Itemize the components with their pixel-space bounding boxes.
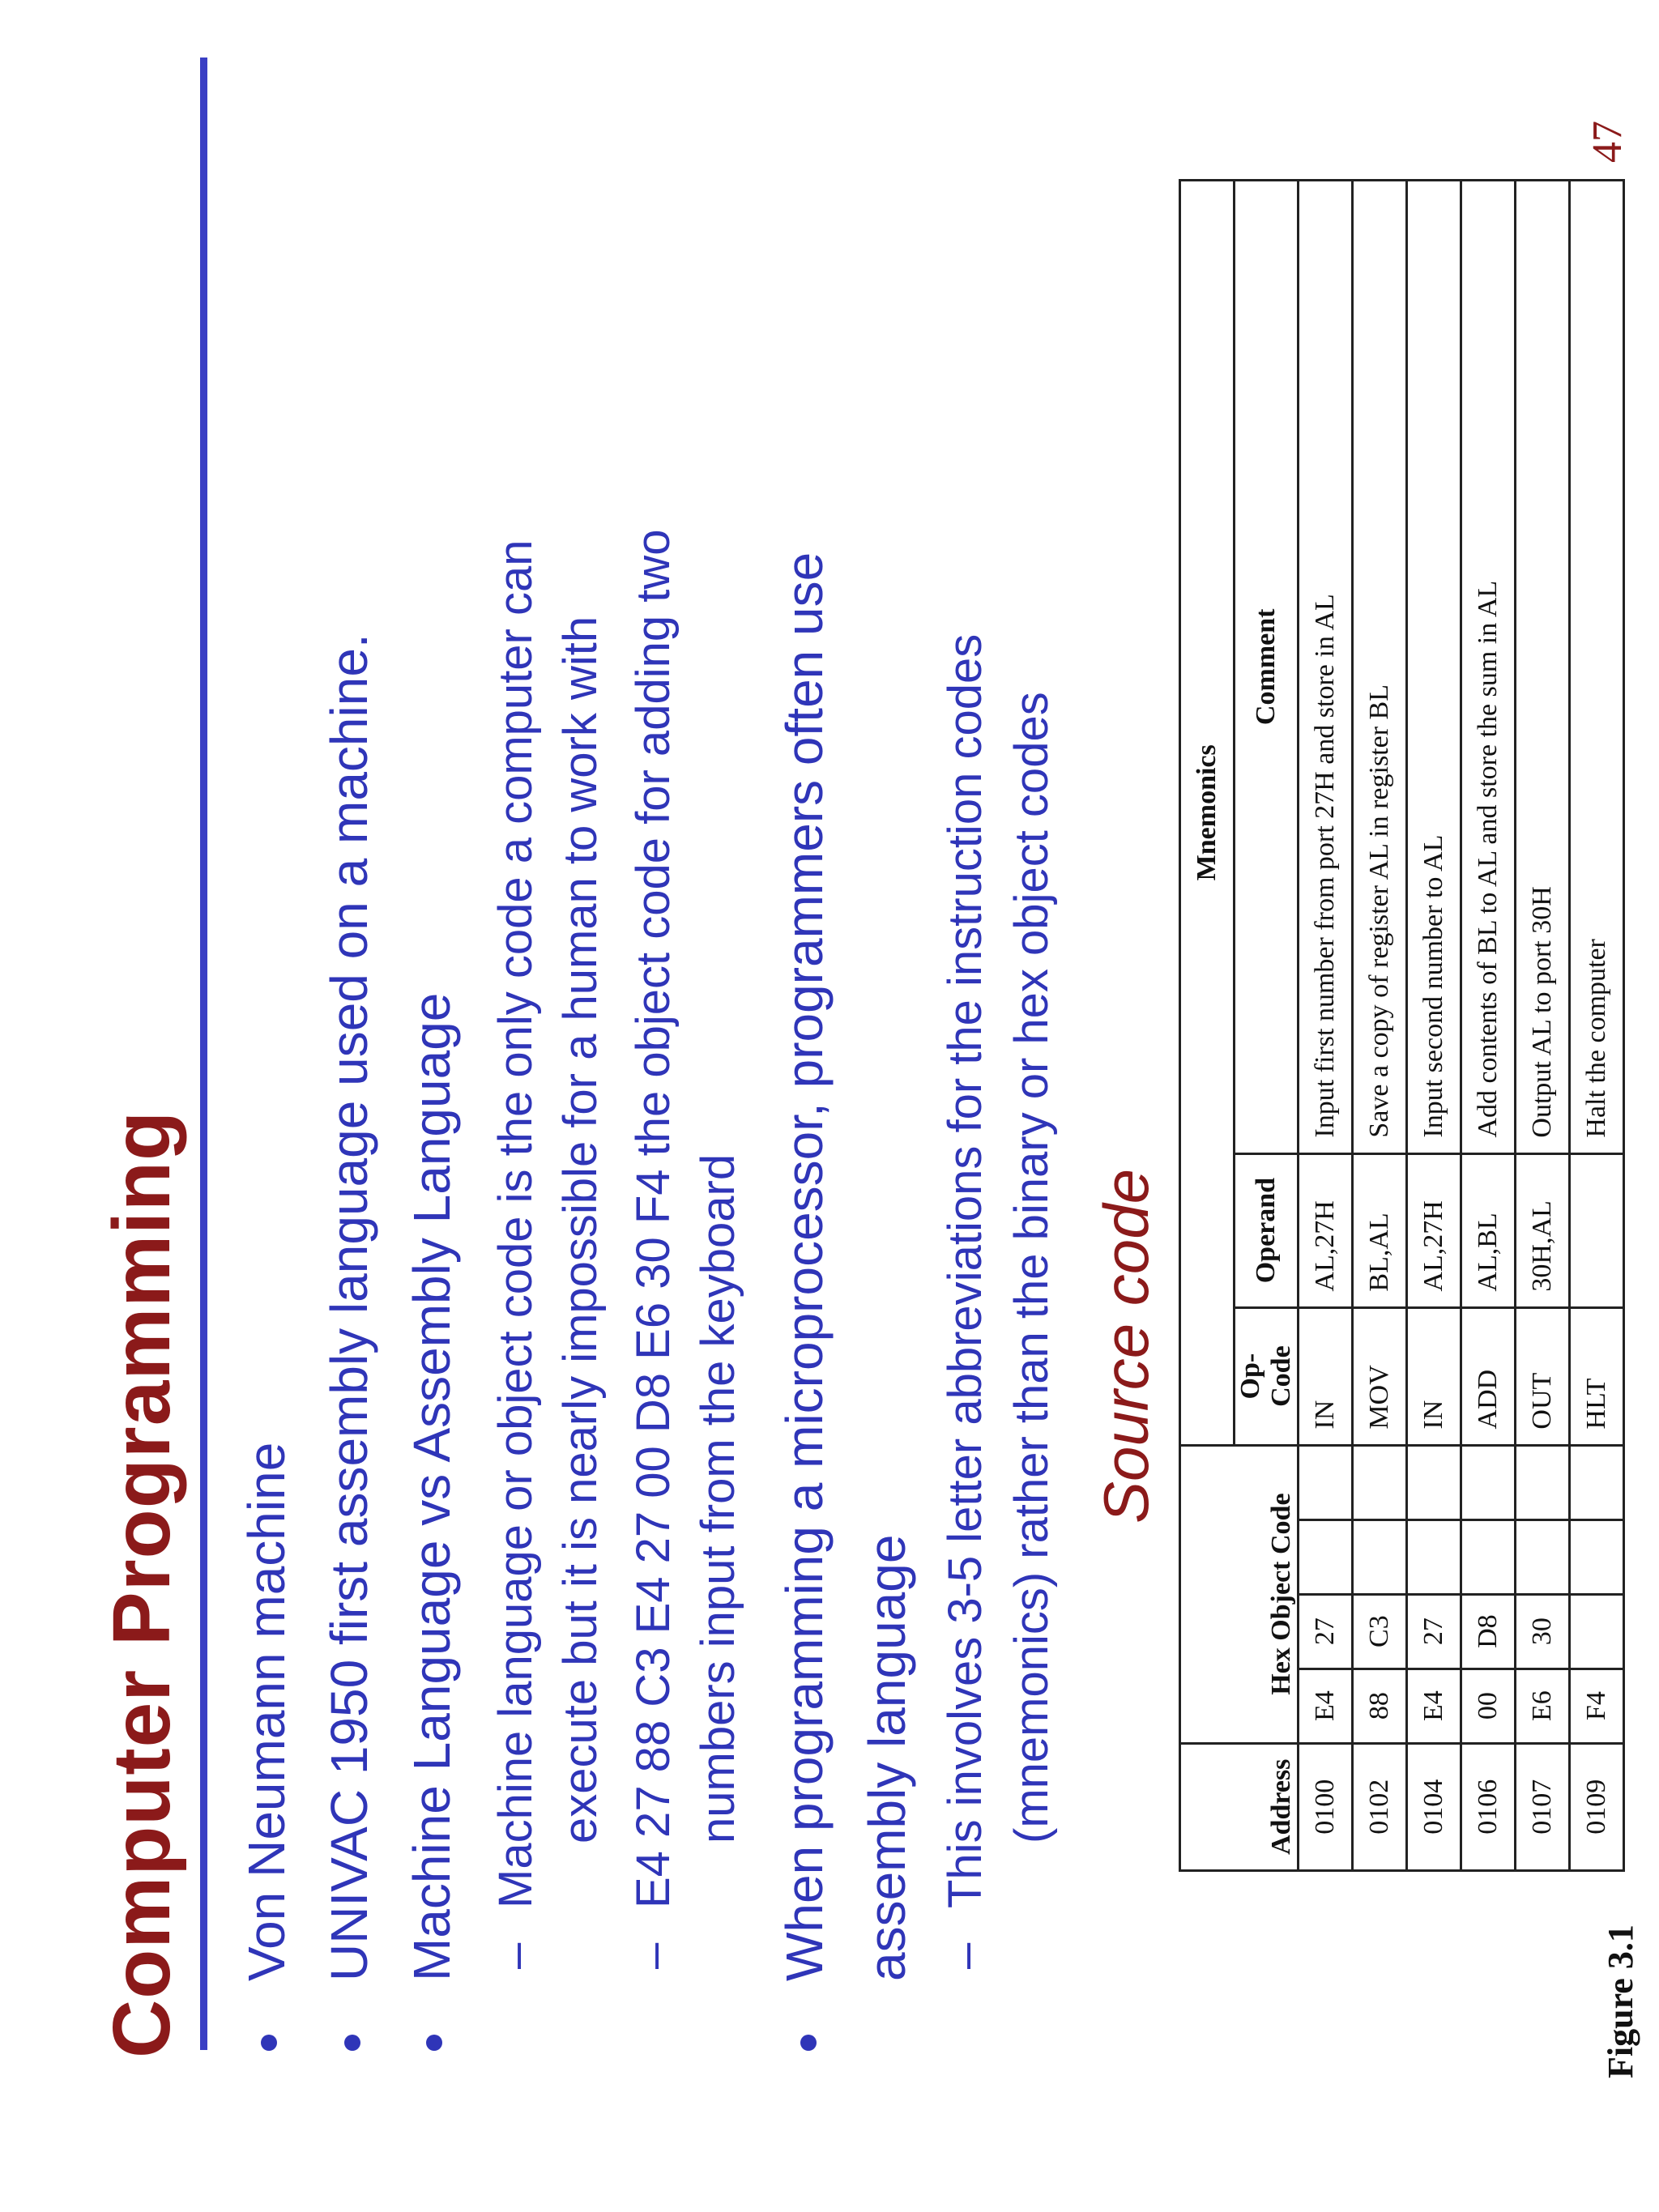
cell-address: 0102 xyxy=(1353,1743,1407,1870)
bullet-microprocessor-line1: When programming a microprocessor, programmers often use xyxy=(775,552,834,1981)
cell-hex: E6 xyxy=(1516,1669,1570,1743)
sub-machine-language-line2: execute but it is nearly impossible for a human to work with xyxy=(554,616,607,1843)
page-number: 47 xyxy=(1584,121,1631,163)
cell-hex xyxy=(1299,1445,1353,1519)
cell-hex xyxy=(1353,1519,1407,1594)
bullet-univac: UNIVAC 1950 first assembly language used on a machine. xyxy=(320,633,378,1981)
source-code-label: Source code xyxy=(1090,1169,1162,1524)
cell-hex xyxy=(1407,1445,1461,1519)
sub-dash: – xyxy=(489,1942,542,1969)
cell-address: 0106 xyxy=(1461,1743,1516,1870)
cell-hex xyxy=(1570,1445,1624,1519)
cell-hex: 00 xyxy=(1461,1669,1516,1743)
cell-comment: Halt the computer xyxy=(1570,181,1624,1154)
slide-title: Computer Programming xyxy=(96,1110,187,2058)
cell-opcode: IN xyxy=(1407,1307,1461,1445)
cell-hex: C3 xyxy=(1353,1594,1407,1669)
sub-object-code-line2: numbers input from the keyboard xyxy=(692,1153,744,1843)
cell-operand: AL,BL xyxy=(1461,1153,1516,1307)
header-operand: Operand xyxy=(1235,1153,1299,1307)
cell-hex xyxy=(1570,1519,1624,1594)
cell-address: 0104 xyxy=(1407,1743,1461,1870)
sub-machine-language-line1: Machine language or object code is the only code a computer can xyxy=(489,539,542,1908)
cell-operand: AL,27H xyxy=(1299,1153,1353,1307)
cell-opcode: HLT xyxy=(1570,1307,1624,1445)
cell-opcode: ADD xyxy=(1461,1307,1516,1445)
sub-dash: – xyxy=(939,1942,992,1969)
cell-operand: BL,AL xyxy=(1353,1153,1407,1307)
cell-hex xyxy=(1461,1445,1516,1519)
sub-mnemonics-line1: This involves 3-5 letter abbreviations for the instruction codes xyxy=(939,633,992,1908)
cell-opcode: OUT xyxy=(1516,1307,1570,1445)
bullet-von-neumann: Von Neumann machine xyxy=(237,1442,296,1981)
bullet-machine-vs-assembly: Machine Language vs Assembly Language xyxy=(403,992,461,1981)
cell-hex: E4 xyxy=(1407,1669,1461,1743)
table-row xyxy=(1461,181,1516,1871)
bullet-dot xyxy=(261,2035,277,2051)
title-underline xyxy=(200,58,207,2050)
cell-hex xyxy=(1570,1594,1624,1669)
bullet-dot xyxy=(344,2035,360,2051)
cell-comment: Save a copy of register AL in register BL xyxy=(1353,181,1407,1154)
cell-hex: F4 xyxy=(1570,1669,1624,1743)
header-mnemonics: Mnemonics xyxy=(1180,181,1235,1446)
header-address: Address xyxy=(1180,1743,1299,1870)
cell-hex xyxy=(1461,1519,1516,1594)
cell-operand: 30H,AL xyxy=(1516,1153,1570,1307)
header-op-code: Op-Code xyxy=(1235,1307,1299,1445)
cell-hex: 27 xyxy=(1299,1594,1353,1669)
cell-hex xyxy=(1299,1519,1353,1594)
assembly-table xyxy=(1179,179,1625,1872)
bullet-dot xyxy=(800,2035,817,2051)
cell-hex xyxy=(1516,1445,1570,1519)
cell-operand: AL,27H xyxy=(1407,1153,1461,1307)
sub-object-code-line1: E4 27 88 C3 E4 27 00 D8 E6 30 F4 the object code for adding two xyxy=(627,529,680,1908)
cell-hex: E4 xyxy=(1299,1669,1353,1743)
cell-hex: 30 xyxy=(1516,1594,1570,1669)
cell-hex xyxy=(1407,1519,1461,1594)
cell-hex: 27 xyxy=(1407,1594,1461,1669)
table-row xyxy=(1299,181,1353,1871)
cell-address: 0109 xyxy=(1570,1743,1624,1870)
cell-opcode: IN xyxy=(1299,1307,1353,1445)
cell-comment: Output AL to port 30H xyxy=(1516,181,1570,1154)
cell-comment: Add contents of BL to AL and store the sum in AL xyxy=(1461,181,1516,1154)
table-row xyxy=(1407,181,1461,1871)
cell-hex xyxy=(1516,1519,1570,1594)
cell-address: 0100 xyxy=(1299,1743,1353,1870)
table-row xyxy=(1516,181,1570,1871)
cell-opcode: MOV xyxy=(1353,1307,1407,1445)
cell-address: 0107 xyxy=(1516,1743,1570,1870)
header-comment: Comment xyxy=(1235,181,1299,1154)
cell-hex xyxy=(1353,1445,1407,1519)
cell-operand xyxy=(1570,1153,1624,1307)
sub-mnemonics-line2: (mnemonics) rather than the binary or hex object codes xyxy=(1005,692,1058,1843)
cell-hex: D8 xyxy=(1461,1594,1516,1669)
table-row xyxy=(1353,181,1407,1871)
cell-comment: Input first number from port 27H and store in AL xyxy=(1299,181,1353,1154)
bullet-microprocessor-line2: assembly language xyxy=(858,1534,916,1981)
cell-comment: Input second number to AL xyxy=(1407,181,1461,1154)
bullet-dot xyxy=(426,2035,442,2051)
sub-dash: – xyxy=(627,1942,680,1969)
figure-label: Figure 3.1 xyxy=(1601,1924,1640,2078)
table-row xyxy=(1570,181,1624,1871)
cell-hex: 88 xyxy=(1353,1669,1407,1743)
header-hex-object-code: Hex Object Code xyxy=(1180,1445,1299,1743)
